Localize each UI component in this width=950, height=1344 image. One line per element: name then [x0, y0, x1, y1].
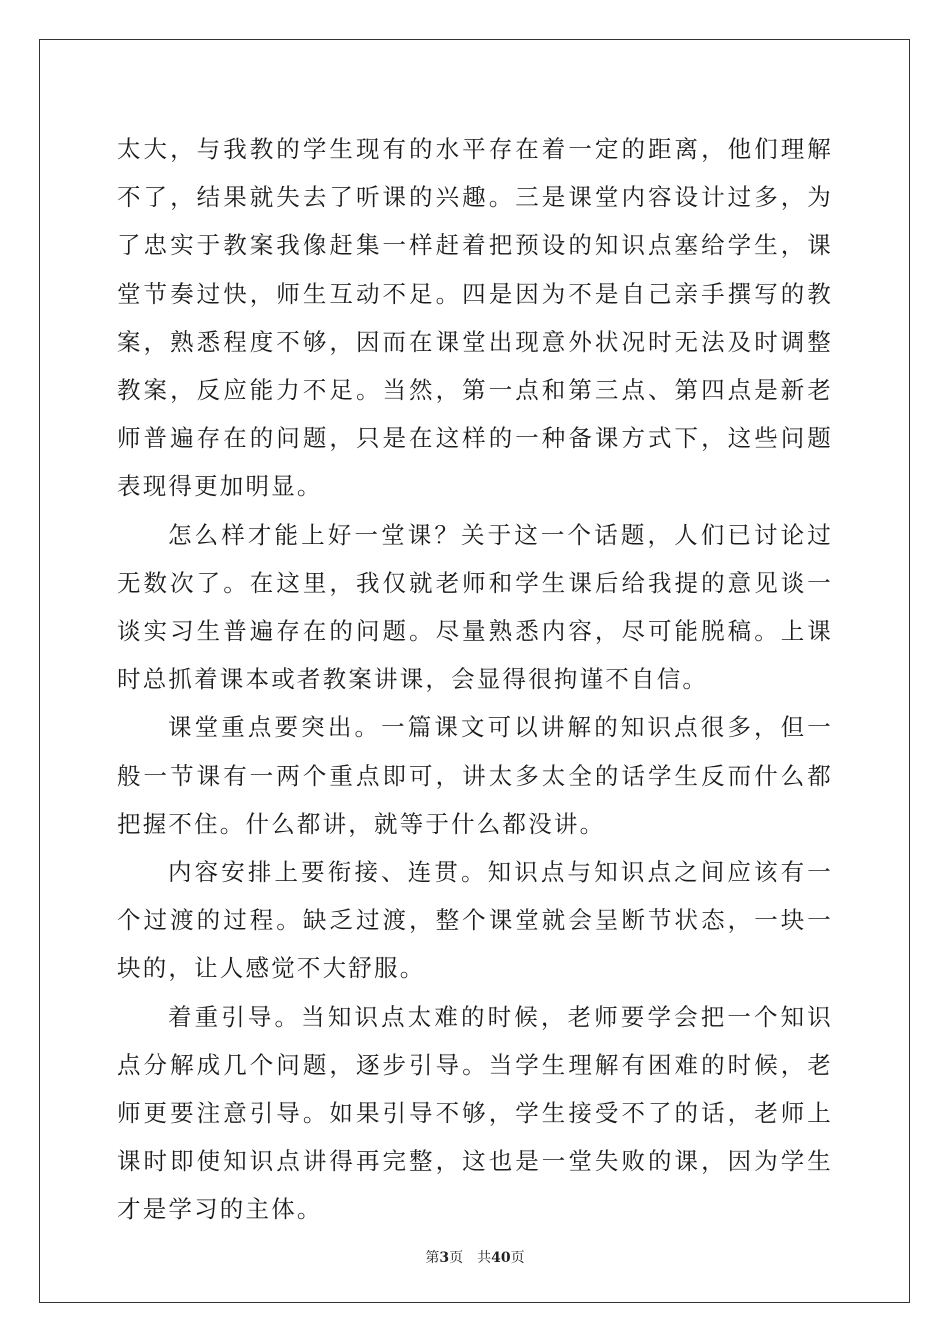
- paragraph: 怎么样才能上好一堂课？关于这一个话题，人们已讨论过无数次了。在这里，我仅就老师和学生课后给我提的意见谈一谈实习生普遍存在的问题。尽量熟悉内容，尽可能脱稿。上课时总抓着课本或者教案讲课，会显得很拘谨不自信。: [117, 520, 833, 694]
- paragraph: 内容安排上要衔接、连贯。知识点与知识点之间应该有一个过渡的过程。缺乏过渡，整个课堂就会呈断节状态，一块一块的，让人感觉不大舒服。: [117, 858, 833, 983]
- paragraph: 太大，与我教的学生现有的水平存在着一定的距离，他们理解不了，结果就失去了听课的兴趣。三是课堂内容设计过多，为了忠实于教案我像赶集一样赶着把预设的知识点塞给学生，课堂节奏过快，师生互动不足。四是因为不是自己亲手撰写的教案，熟悉程度不够，因而在课堂出现意外状况时无法及时调整教案，反应能力不足。当然，第一点和第三点、第四点是新老师普遍存在的问题，只是在这样的一种备课方式下，这些问题表现得更加明显。: [117, 135, 833, 501]
- page-indicator: [425, 1250, 463, 1266]
- page-suffix: 页: [449, 1250, 464, 1266]
- page-prefix: 第: [425, 1250, 440, 1266]
- total-pages: 40: [491, 1250, 511, 1266]
- document-body: [117, 125, 833, 1234]
- paragraph: 着重引导。当知识点太难的时候，老师要学会把一个知识点分解成几个问题，逐步引导。当学生理解有困难的时候，老师更要注意引导。如果引导不够，学生接受不了的话，老师上课时即使知识点讲得再完整，这也是一堂失败的课，因为学生才是学习的主体。: [117, 1002, 833, 1224]
- paragraph: 课堂重点要突出。一篇课文可以讲解的知识点很多，但一般一节课有一两个重点即可，讲太多太全的话学生反而什么都把握不住。什么都讲，就等于什么都没讲。: [117, 713, 833, 838]
- total-indicator: [477, 1250, 524, 1266]
- page-footer: [0, 1247, 950, 1267]
- total-prefix: 共: [477, 1250, 492, 1266]
- total-suffix: 页: [510, 1250, 525, 1266]
- page-number: 3: [439, 1250, 450, 1266]
